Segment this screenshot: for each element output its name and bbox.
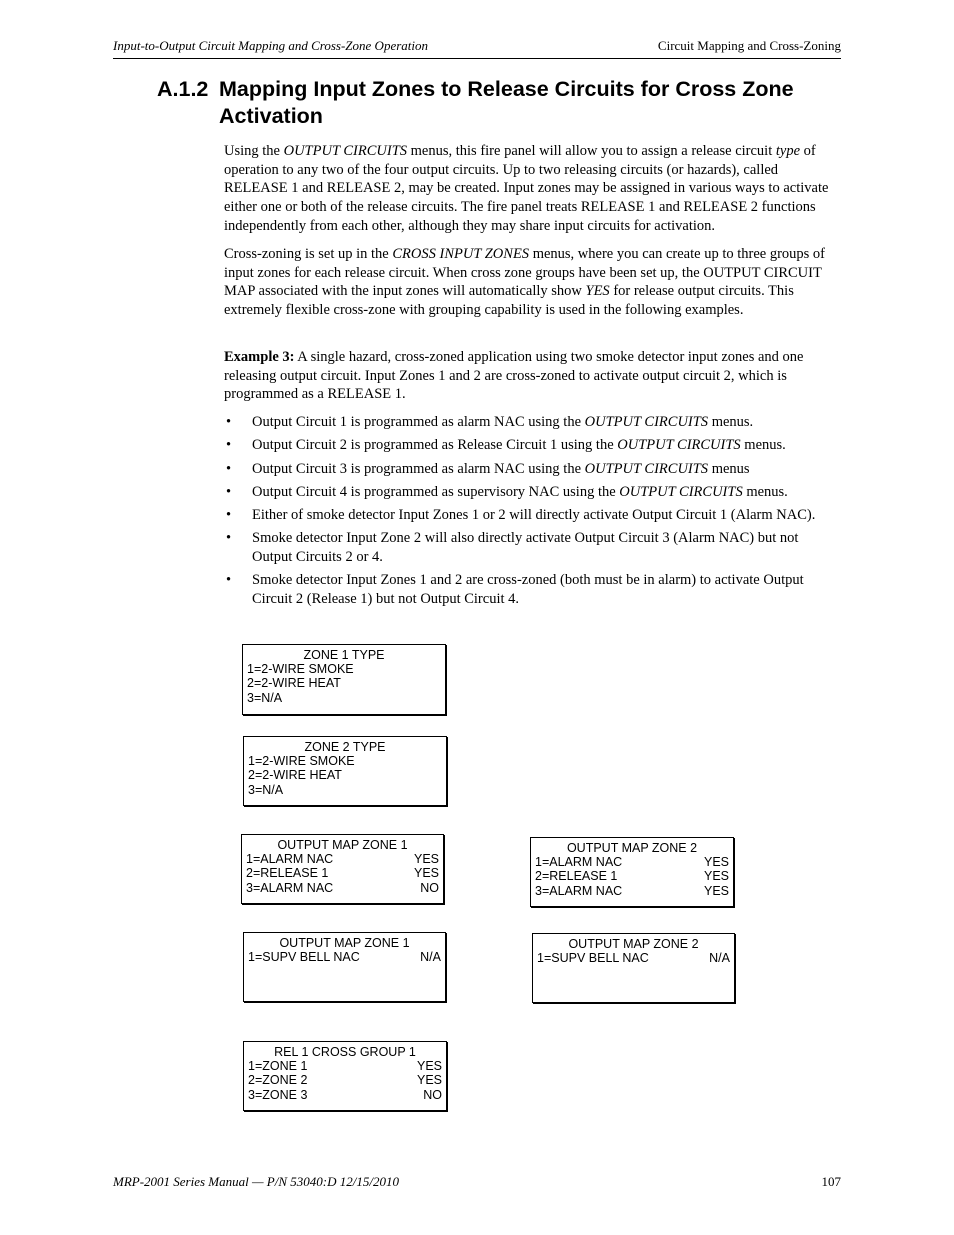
p2-text-e: for release output circuits. This extremely flexible cross-zone with grouping capability is used in the following examples. <box>224 283 794 319</box>
lcd-rel1-cross-group1 <box>243 1041 447 1111</box>
lcd-row <box>248 783 442 797</box>
list-item <box>224 483 842 502</box>
lcd-row <box>247 691 441 705</box>
lcd-row <box>248 1088 442 1102</box>
paragraph-example-3 <box>224 348 842 404</box>
lcd-value: NO <box>423 1087 442 1102</box>
lcd-option: 2=RELEASE 1 <box>246 866 329 881</box>
p1-text-a: Using the <box>224 143 284 159</box>
lcd-option: 2=2-WIRE HEAT <box>248 768 342 783</box>
lcd-row <box>248 754 442 768</box>
lcd-output-map-zone1 <box>241 834 444 904</box>
lcd-value: YES <box>413 852 439 867</box>
bullet-italic: OUTPUT CIRCUITS <box>617 437 741 454</box>
bullet-italic: OUTPUT CIRCUITS <box>584 414 709 430</box>
running-header-left: Input-to-Output Circuit Mapping and Cross-Zone Operation <box>113 38 429 53</box>
paragraph-output-circuits <box>224 142 842 236</box>
list-item <box>224 506 842 525</box>
lcd-value: YES <box>703 855 729 870</box>
lcd-option: 3=ALARM NAC <box>246 880 334 895</box>
lcd-title: OUTPUT MAP ZONE 2 <box>566 841 698 855</box>
list-item <box>224 571 842 608</box>
bullet-text: Output Circuit 3 is programmed as alarm NAC using the <box>252 460 585 477</box>
lcd-value: YES <box>703 883 729 898</box>
lcd-option: 2=ZONE 2 <box>248 1073 308 1088</box>
footer-left: MRP-2001 Series Manual — P/N 53040:D 12/15/2010 <box>113 1174 399 1189</box>
lcd-row <box>537 951 730 965</box>
lcd-row <box>248 1073 442 1087</box>
list-item <box>224 529 842 566</box>
bullet-icon: • <box>226 414 232 430</box>
section-title-line1: Mapping Input Zones to Release Circuits for Cross Zone <box>219 77 794 101</box>
list-item <box>224 436 842 455</box>
running-header-right: Circuit Mapping and Cross-Zoning <box>657 38 841 53</box>
bullet-text-end: menus. <box>708 414 754 430</box>
list-item <box>224 413 842 432</box>
bullet-text: Output Circuit 2 is programmed as Release Circuit 1 using the <box>252 437 618 454</box>
bullet-icon: • <box>226 507 232 524</box>
section-title-line2: Activation <box>219 104 323 128</box>
lcd-row <box>246 852 439 866</box>
list-item <box>224 460 842 479</box>
lcd-option: 1=SUPV BELL NAC <box>248 950 360 965</box>
bullet-italic: OUTPUT CIRCUITS <box>619 483 743 500</box>
bullet-text-end: menus. <box>740 437 786 454</box>
lcd-output-map-zone2-supv <box>532 933 735 1003</box>
bullet-text: Smoke detector Input Zones 1 and 2 are cross-zoned (both must be in alarm) to activate Output Circuit 2 (Release 1) but not Output Circuit 4. <box>252 572 804 608</box>
p2-italic-yes: YES <box>585 283 610 300</box>
bullet-list <box>224 413 842 613</box>
lcd-value: YES <box>416 1059 442 1074</box>
bullet-text-end: menus <box>708 460 750 477</box>
lcd-title: REL 1 CROSS GROUP 1 <box>274 1045 416 1059</box>
lcd-option: 1=ALARM NAC <box>535 855 623 870</box>
bullet-icon: • <box>226 437 232 454</box>
bullet-text: Either of smoke detector Input Zones 1 or 2 will directly activate Output Circuit 1 (Alarm NAC). <box>252 507 816 524</box>
bullet-text: Output Circuit 1 is programmed as alarm NAC using the <box>252 414 585 430</box>
lcd-title: OUTPUT MAP ZONE 2 <box>568 937 699 951</box>
lcd-row <box>535 869 729 883</box>
bullet-text: Output Circuit 4 is programmed as supervisory NAC using the <box>252 483 620 500</box>
lcd-option: 1=ALARM NAC <box>246 852 334 867</box>
example-label: Example 3: <box>224 349 295 365</box>
lcd-row <box>246 881 439 895</box>
lcd-row <box>247 676 441 690</box>
example-text: A single hazard, cross-zoned application using two smoke detector input zones and one releasing output circuit. Input Zones 1 and 2 are cross-zoned to activate output circuit 2, which is programmed as a RELEASE 1. <box>224 349 804 403</box>
lcd-row <box>535 855 729 869</box>
lcd-output-map-zone2 <box>530 837 734 907</box>
paragraph-cross-zoning <box>224 245 842 320</box>
lcd-value: N/A <box>709 951 730 966</box>
lcd-title: OUTPUT MAP ZONE 1 <box>277 838 408 852</box>
lcd-row <box>248 768 442 782</box>
lcd-title: ZONE 1 TYPE <box>303 648 385 662</box>
lcd-option: 2=2-WIRE HEAT <box>247 676 341 691</box>
bullet-text: Smoke detector Input Zone 2 will also directly activate Output Circuit 3 (Alarm NAC) but not Output Circuits 2 or 4. <box>252 530 799 566</box>
section-heading <box>157 76 847 130</box>
lcd-value: YES <box>413 866 439 881</box>
lcd-option: 1=2-WIRE SMOKE <box>248 754 355 769</box>
lcd-option: 1=SUPV BELL NAC <box>537 951 649 966</box>
p1-text-c: menus, this fire panel will allow you to assign a release circuit <box>407 143 776 159</box>
lcd-row <box>246 866 439 880</box>
p2-text-a: Cross-zoning is set up in the <box>224 246 393 262</box>
p2-italic-menu: CROSS INPUT ZONES <box>392 246 530 262</box>
header-rule <box>113 58 841 59</box>
p1-italic-type: type <box>775 143 801 159</box>
lcd-zone1-type <box>242 644 446 715</box>
page-number: 107 <box>821 1174 841 1189</box>
lcd-value: N/A <box>420 950 441 965</box>
lcd-value: YES <box>703 869 729 884</box>
lcd-zone2-type <box>243 736 447 806</box>
lcd-title: ZONE 2 TYPE <box>304 740 386 754</box>
bullet-icon: • <box>226 483 232 500</box>
lcd-option: 3=N/A <box>248 782 284 797</box>
lcd-option: 3=ZONE 3 <box>248 1087 308 1102</box>
p2-text-c: menus, where you can create up to three groups of input zones for each release circuit. When cross zone groups have been set up, the OUTPUT CIRCUIT MAP associated with the input zones will automatically show <box>224 246 825 300</box>
lcd-option: 1=ZONE 1 <box>248 1059 308 1074</box>
lcd-row <box>535 884 729 898</box>
lcd-title: OUTPUT MAP ZONE 1 <box>279 936 410 950</box>
lcd-option: 3=ALARM NAC <box>535 883 623 898</box>
lcd-value: YES <box>416 1073 442 1088</box>
lcd-output-map-zone1-supv <box>243 932 446 1002</box>
bullet-icon: • <box>226 572 232 589</box>
lcd-option: 1=2-WIRE SMOKE <box>247 662 354 677</box>
bullet-text-end: menus. <box>742 483 788 500</box>
bullet-icon: • <box>226 530 232 547</box>
lcd-option: 3=N/A <box>247 690 283 705</box>
lcd-row <box>248 950 441 964</box>
lcd-value: NO <box>420 880 439 895</box>
bullet-icon: • <box>226 460 232 477</box>
section-number: A.1.2 <box>157 77 209 101</box>
p1-italic-menu: OUTPUT CIRCUITS <box>283 143 408 159</box>
lcd-row <box>247 662 441 676</box>
lcd-row <box>248 1059 442 1073</box>
p1-text-e: of operation to any two of the four output circuits. Up to two releasing circuits (or hazards), called RELEASE 1 and RELEASE 2, may be created. Input zones may be assigned in various ways to activate either one or both of the release circuits. The fire panel treats RELEASE 1 and RELEASE 2 functions independently from each other, although they may share input circuits for activation. <box>224 143 829 234</box>
bullet-italic: OUTPUT CIRCUITS <box>584 460 709 477</box>
lcd-option: 2=RELEASE 1 <box>535 869 618 884</box>
